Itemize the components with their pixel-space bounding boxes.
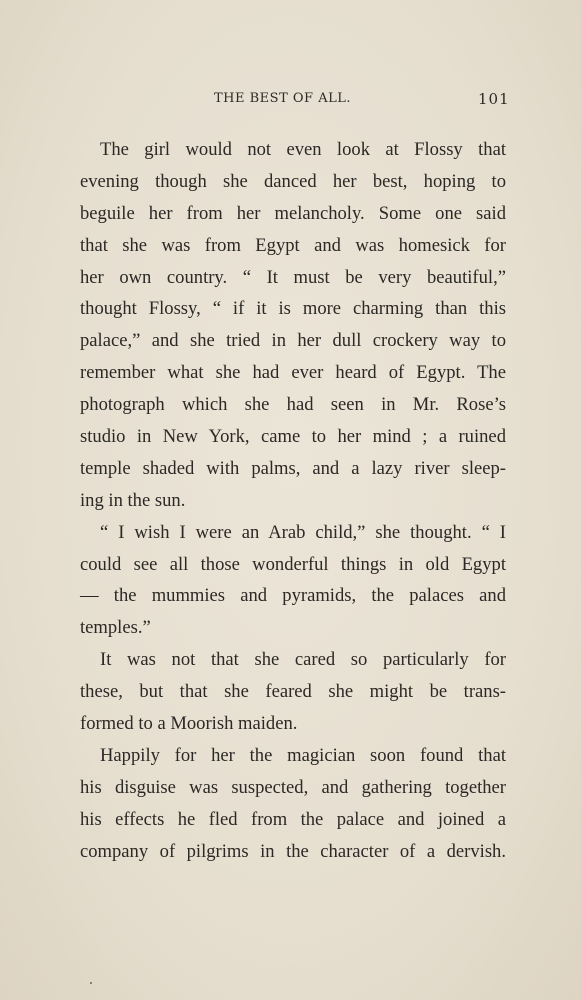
text-line: company of pilgrims in the character of a dervish. [80, 840, 506, 862]
body-text [80, 134, 506, 867]
text-line: The girl would not even look at Flossy that [100, 139, 506, 160]
page-number: 101 [478, 90, 510, 108]
text-line: beguile her from her melancholy. Some one said [80, 202, 506, 224]
print-speck [90, 982, 92, 984]
text-line: Happily for her the magician soon found that [100, 744, 506, 766]
text-line: his effects he fled from the palace and joined a [80, 808, 506, 830]
text-line: formed to a Moorish maiden. [80, 713, 298, 735]
text-line: thought Flossy, “ if it is more charming than this [80, 298, 506, 320]
text-line: could see all those wonderful things in old Egypt [80, 553, 506, 575]
running-title: THE BEST OF ALL. [214, 91, 351, 106]
text-line: that she was from Egypt and was homesick for [80, 234, 506, 256]
text-line: ing in the sun. [80, 489, 186, 511]
text-line: remember what she had ever heard of Egypt. The [80, 362, 506, 384]
text-line: studio in New York, came to her mind ; a ruined [80, 426, 506, 448]
text-line: his disguise was suspected, and gathering together [80, 776, 506, 798]
text-line: “ I wish I were an Arab child,” she thought. “ I [100, 521, 506, 543]
text-line: temples.” [80, 617, 151, 639]
text-line: temple shaded with palms, and a lazy river sleep- [80, 457, 506, 479]
text-line: It was not that she cared so particularly for [100, 649, 506, 671]
text-line: palace,” and she tried in her dull crockery way to [80, 330, 506, 352]
text-line: — the mummies and pyramids, the palaces and [80, 585, 506, 607]
text-line: photograph which she had seen in Mr. Rose’s [80, 394, 506, 416]
text-line: her own country. “ It must be very beautiful,” [80, 266, 506, 288]
text-line: evening though she danced her best, hoping to [80, 170, 506, 192]
text-line: these, but that she feared she might be trans- [80, 681, 506, 703]
running-head [0, 91, 581, 111]
